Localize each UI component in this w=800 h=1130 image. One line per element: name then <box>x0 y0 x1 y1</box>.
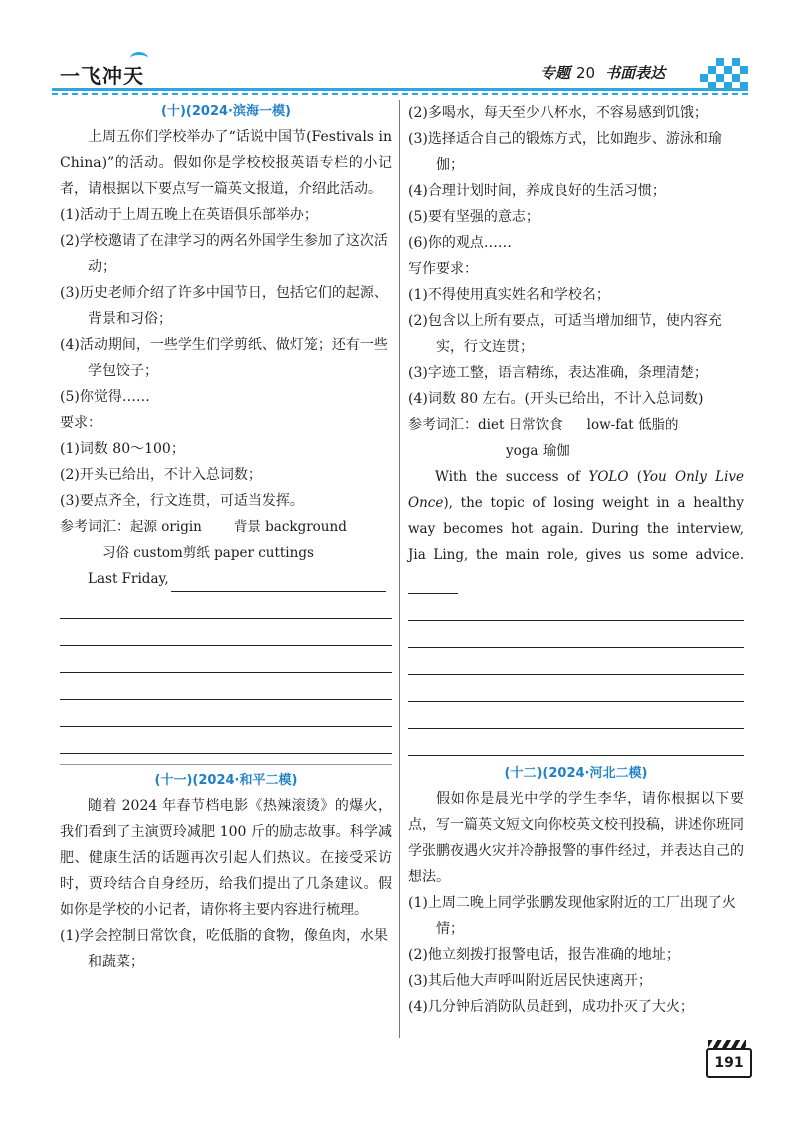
header-dashed-rule <box>52 93 748 95</box>
answer-line[interactable] <box>408 594 744 621</box>
section-10-req: (3)要点齐全，行文连贯，可适当发挥。 <box>60 493 304 509</box>
answer-line[interactable] <box>60 727 392 754</box>
vocab-label: 参考词汇： <box>60 519 130 535</box>
section-11-req: (4)词数 80 左右。(开头已给出，不计入总词数) <box>408 391 704 407</box>
section-11-point: (1)学会控制日常饮食，吃低脂的食物，像鱼肉，水果和蔬菜； <box>60 928 388 970</box>
section-10-req-label: 要求： <box>60 415 102 431</box>
section-11-point: (4)合理计划时间，养成良好的生活习惯； <box>408 183 666 199</box>
section-10-point: (4)活动期间，一些学生们学剪纸、做灯笼；还有一些学包饺子； <box>60 337 388 379</box>
section-12-point: (2)他立刻拨打报警电话，报告准确的地址； <box>408 947 680 963</box>
topic-label: 专题 <box>540 64 571 82</box>
section-separator <box>60 764 392 765</box>
section-10-req: (1)词数 80～100； <box>60 441 185 457</box>
page-number: 191 <box>706 1048 752 1078</box>
vocab-item: 起源 origin <box>130 519 202 535</box>
section-11-point: (6)你的观点…… <box>408 235 512 251</box>
section-10-point: (3)历史老师介绍了许多中国节日，包括它们的起源、背景和习俗； <box>60 285 388 327</box>
section-11-point: (5)要有坚强的意志； <box>408 209 540 225</box>
section-10-point: (2)学校邀请了在津学习的两名外国学生参加了这次活动； <box>60 233 388 275</box>
answer-line[interactable] <box>408 648 744 675</box>
vocab-item: 习俗 custom <box>102 545 183 561</box>
answer-line[interactable] <box>60 592 392 619</box>
section-12-intro: 假如你是晨光中学的学生李华，请你根据以下要点，写一篇英文短文向你校英文校刊投稿，讲述你班同学张鹏夜遇火灾并冷静报警的事件经过，并表达自己的想法。 <box>408 791 744 885</box>
topic-name: 书面表达 <box>605 64 666 82</box>
section-12-title: (十二)(2024·河北二模) <box>504 766 648 781</box>
section-10-req: (2)开头已给出，不计入总词数； <box>60 467 262 483</box>
vocab-item: 剪纸 paper cuttings <box>182 545 314 561</box>
vocab-label: 参考词汇： <box>408 417 478 433</box>
answer-line[interactable] <box>408 702 744 729</box>
section-12-point: (1)上周二晚上同学张鹏发现他家附近的工厂出现了火情； <box>408 895 736 937</box>
checker-decoration-icon <box>700 58 748 90</box>
left-column <box>60 100 392 975</box>
vocab-item: diet 日常饮食 <box>478 417 563 433</box>
section-10-vocab <box>60 514 392 540</box>
answer-line[interactable] <box>60 700 392 727</box>
section-11-answer-start: With the success of YOLO (You Only Live Once), the topic of losing weight in a healthy way becomes hot again. During the interview, Jia Ling, the main role, gives us some advice. <box>408 464 744 594</box>
answer-blank[interactable] <box>171 575 386 592</box>
section-11-intro: 随着 2024 年春节档电影《热辣滚烫》的爆火，我们看到了主演贾玲减肥 100 斤的励志故事。科学减肥、健康生活的话题再次引起人们热议。在接受采访时，贾玲结合自身经历，给我们提出了几条建议。假如你是学校的小记者，请你将主要内容进行梳理。 <box>60 798 392 918</box>
answer-start-text: Last Friday, <box>88 571 169 587</box>
answer-line[interactable] <box>60 646 392 673</box>
section-11-point: (3)选择适合自己的锻炼方式，比如跑步、游泳和瑜伽； <box>408 131 722 173</box>
section-12-point: (4)几分钟后消防队员赶到，成功扑灭了大火； <box>408 999 694 1015</box>
answer-line[interactable] <box>60 619 392 646</box>
section-10-title: (十)(2024·滨海一模) <box>161 104 291 119</box>
page-number-decoration-icon <box>708 1040 746 1048</box>
section-11-req-label: 写作要求： <box>408 261 478 277</box>
section-11-point: (2)多喝水，每天至少八杯水，不容易感到饥饿； <box>408 105 708 121</box>
topic-number: 20 <box>576 64 596 82</box>
section-11-req: (2)包含以上所有要点，可适当增加细节，使内容充实，行文连贯； <box>408 313 722 355</box>
answer-blank[interactable] <box>408 579 458 594</box>
vocab-item: low-fat 低脂的 <box>586 417 679 433</box>
section-10-point: (5)你觉得…… <box>60 389 150 405</box>
section-11-req: (3)字迹工整，语言精练，表达准确，条理清楚； <box>408 365 708 381</box>
logo-swoosh-icon <box>130 52 148 65</box>
topic-heading <box>540 62 665 83</box>
section-11-vocab-2 <box>408 438 744 464</box>
section-10-answer-start <box>60 566 392 592</box>
section-10-point: (1)活动于上周五晚上在英语俱乐部举办； <box>60 207 318 223</box>
header-rule <box>52 88 748 91</box>
column-divider <box>399 100 400 1038</box>
section-10-intro: 上周五你们学校举办了“话说中国节(Festivals in China)”的活动。假如你是学校校报英语专栏的小记者，请根据以下要点写一篇英文报道，介绍此活动。 <box>60 129 392 197</box>
answer-line[interactable] <box>60 673 392 700</box>
section-12-point: (3)其后他大声呼叫附近居民快速离开； <box>408 973 652 989</box>
section-11-title: (十一)(2024·和平二模) <box>154 773 298 788</box>
vocab-item: 背景 background <box>233 519 347 535</box>
section-10-vocab-2 <box>60 540 392 566</box>
answer-line[interactable] <box>408 729 744 756</box>
page-header <box>0 0 800 100</box>
answer-line[interactable] <box>408 621 744 648</box>
section-11-req: (1)不得使用真实姓名和学校名； <box>408 287 610 303</box>
logo-text: 一飞冲天 <box>60 64 144 88</box>
vocab-item: yoga 瑜伽 <box>506 443 570 459</box>
right-column <box>408 100 744 1020</box>
series-logo <box>60 60 144 89</box>
section-11-vocab <box>408 412 744 438</box>
answer-line[interactable] <box>408 675 744 702</box>
